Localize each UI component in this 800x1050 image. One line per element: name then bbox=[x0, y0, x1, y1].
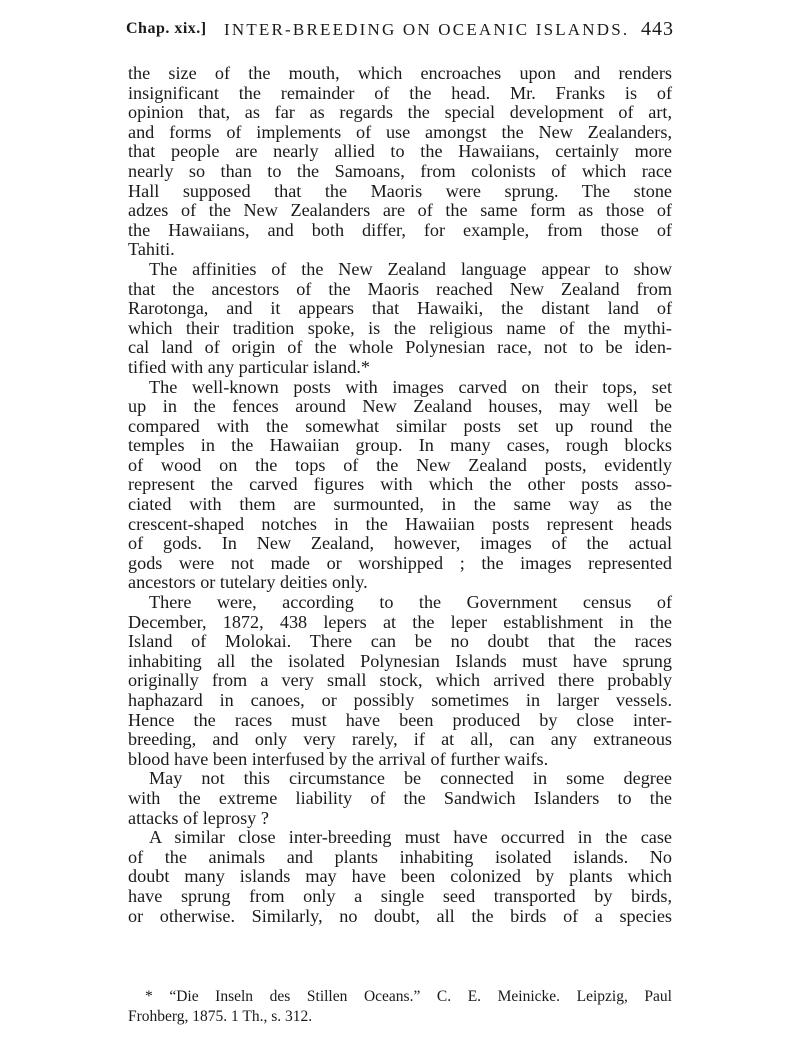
text-line: temples in the Hawaiian group. In many cases, rough blocks bbox=[128, 435, 672, 456]
text-line: attacks of leprosy ? bbox=[128, 807, 269, 828]
text-line: the size of the mouth, which encroaches upon and renders bbox=[128, 63, 672, 83]
running-title: INTER-BREEDING ON OCEANIC ISLANDS. bbox=[224, 20, 630, 39]
text-line: cal land of origin of the whole Polynesian race, not to be iden- bbox=[128, 337, 672, 358]
text-line: breeding, and only very rarely, if at all, can any extraneous bbox=[128, 729, 672, 750]
text-line: ancestors or tutelary deities only. bbox=[128, 572, 368, 593]
text-line: of gods. In New Zealand, however, images of the actual bbox=[128, 533, 672, 554]
text-line: Hall supposed that the Maoris were sprung. The stone bbox=[128, 180, 672, 201]
text-line: and forms of implements of use amongst the New Zealanders, bbox=[128, 121, 672, 142]
chapter-label: Chap. xix.] bbox=[126, 20, 207, 37]
text-line: haphazard in canoes, or possibly sometimes in larger vessels. bbox=[128, 690, 672, 710]
text-line: Island of Molokai. There can be no doubt that the races bbox=[128, 631, 672, 652]
text-line: There were, according to the Government census of bbox=[149, 592, 672, 613]
text-line: nearly so than to the Samoans, from colonists of which race bbox=[128, 160, 672, 181]
text-line: that people are nearly allied to the Hawaiians, certainly more bbox=[128, 141, 672, 162]
text-line: May not this circumstance be connected in some degree bbox=[149, 768, 672, 789]
text-line: represent the carved figures with which the other posts asso- bbox=[128, 474, 672, 495]
text-line: crescent-shaped notches in the Hawaiian posts represent heads bbox=[128, 513, 672, 534]
text-line: or otherwise. Similarly, no doubt, all the birds of a species bbox=[128, 905, 672, 926]
text-line: inhabiting all the isolated Polynesian Islands must have sprung bbox=[128, 650, 672, 671]
text-line: the Hawaiians, and both differ, for example, from those of bbox=[128, 219, 672, 240]
text-line: tified with any particular island.* bbox=[128, 356, 370, 377]
text-line: which their tradition spoke, is the religious name of the mythi- bbox=[128, 317, 672, 338]
text-line: doubt many islands may have been colonized by plants which bbox=[128, 866, 672, 887]
text-line: of the animals and plants inhabiting isolated islands. No bbox=[128, 846, 672, 867]
text-line: December, 1872, 438 lepers at the leper establishment in the bbox=[128, 611, 672, 632]
text-line: have sprung from only a single seed transported by birds, bbox=[128, 885, 672, 906]
text-line: gods were not made or worshipped ; the images represented bbox=[128, 552, 672, 573]
text-line: insignificant the remainder of the head. Mr. Franks is of bbox=[128, 82, 672, 103]
text-line: of wood on the tops of the New Zealand posts, evidently bbox=[128, 454, 672, 475]
text-line: Hence the races must have been produced by close inter- bbox=[128, 709, 672, 730]
text-line: originally from a very small stock, which arrived there probably bbox=[128, 670, 672, 691]
body-text bbox=[128, 64, 672, 926]
text-line: Tahiti. bbox=[128, 239, 175, 260]
text-line: Rarotonga, and it appears that Hawaiki, the distant land of bbox=[128, 298, 672, 319]
footnote-line: Frohberg, 1875. 1 Th., s. 312. bbox=[128, 1008, 313, 1025]
page-number: 443 bbox=[641, 18, 674, 40]
text-line: with the extreme liability of the Sandwich Islanders to the bbox=[128, 787, 672, 808]
text-line: adzes of the New Zealanders are of the same form as those of bbox=[128, 200, 672, 221]
text-line: opinion that, as far as regards the special development of art, bbox=[128, 102, 672, 123]
text-line: The well-known posts with images carved on their tops, set bbox=[149, 376, 672, 397]
text-line: ciated with them are surmounted, in the same way as the bbox=[128, 494, 672, 515]
text-line: compared with the somewhat similar posts set up round the bbox=[128, 415, 672, 436]
text-line: blood have been interfused by the arrival of further waifs. bbox=[128, 748, 549, 769]
footnotes bbox=[128, 987, 672, 1027]
text-line: A similar close inter-breeding must have occurred in the case bbox=[149, 827, 672, 848]
text-line: that the ancestors of the Maoris reached New Zealand from bbox=[128, 278, 672, 299]
footnote-line: * “Die Inseln des Stillen Oceans.” C. E. Meinicke. Leipzig, Paul bbox=[145, 988, 672, 1005]
running-header bbox=[126, 20, 674, 50]
text-line: up in the fences around New Zealand houses, may well be bbox=[128, 396, 672, 417]
text-line: The affinities of the New Zealand language appear to show bbox=[149, 258, 672, 279]
